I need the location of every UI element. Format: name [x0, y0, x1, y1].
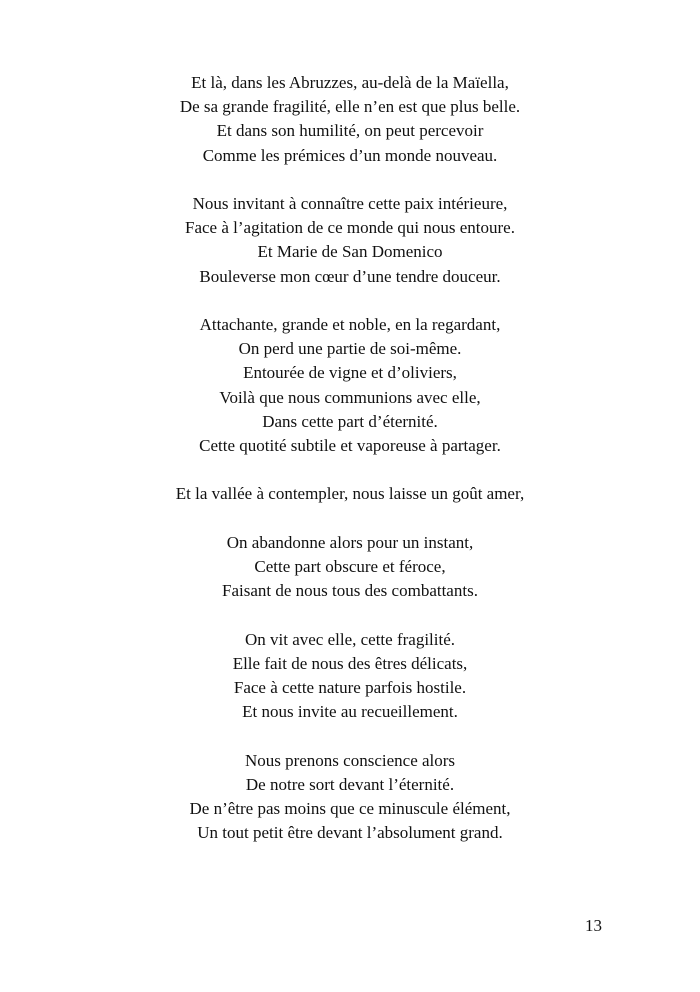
- poem-line: Et nous invite au recueillement.: [242, 702, 458, 722]
- poem-line: On vit avec elle, cette fragilité.: [244, 629, 456, 649]
- poem-line: Voilà que nous communions avec elle,: [219, 387, 481, 407]
- stanza-6: [0, 628, 700, 725]
- poem-line: Entourée de vigne et d’oliviers,: [243, 363, 457, 383]
- poem-line: Attachante, grande et noble, en la regardant,: [199, 315, 501, 334]
- stanza-7: [0, 749, 700, 846]
- poem-line: Cette part obscure et féroce,: [254, 557, 446, 576]
- stanza-3: [0, 313, 700, 458]
- poem-line: On perd une partie de soi-même.: [238, 339, 462, 359]
- poem-line: Face à cette nature parfois hostile.: [233, 678, 467, 697]
- poem-body: [0, 71, 700, 870]
- poem-line: Et là, dans les Abruzzes, au-delà de la Maïella,: [191, 73, 509, 92]
- poem-line: Et la vallée à contempler, nous laisse un goût amer,: [175, 484, 525, 504]
- poem-line: Bouleverse mon cœur d’une tendre douceur.: [199, 266, 501, 286]
- poem-line: Cette quotité subtile et vaporeuse à partager.: [199, 436, 501, 456]
- poem-line: Nous prenons conscience alors: [244, 750, 456, 770]
- stanza-5: [0, 531, 700, 604]
- poem-line: De notre sort devant l’éternité.: [245, 774, 455, 794]
- poem-line: Elle fait de nous des êtres délicats,: [232, 653, 468, 673]
- stanza-4: [0, 482, 700, 506]
- stanza-1: [0, 71, 700, 168]
- poem-line: Et Marie de San Domenico: [257, 242, 443, 262]
- poem-line: Face à l’agitation de ce monde qui nous entoure.: [185, 218, 515, 238]
- stanza-2: [0, 192, 700, 289]
- poem-line: De n’être pas moins que ce minuscule élément,: [189, 799, 511, 818]
- poem-line: De sa grande fragilité, elle n’en est que plus belle.: [179, 97, 521, 117]
- poem-line: Nous invitant à connaître cette paix intérieure,: [192, 194, 508, 213]
- poem-line: Et dans son humilité, on peut percevoir: [216, 121, 484, 141]
- poem-line: Un tout petit être devant l’absolument grand.: [197, 823, 503, 843]
- poem-line: Comme les prémices d’un monde nouveau.: [202, 145, 498, 165]
- poem-line: Dans cette part d’éternité.: [262, 411, 438, 431]
- poem-line: On abandonne alors pour un instant,: [226, 532, 474, 552]
- poem-line: Faisant de nous tous des combattants.: [222, 581, 478, 601]
- page-number: 13: [585, 916, 602, 935]
